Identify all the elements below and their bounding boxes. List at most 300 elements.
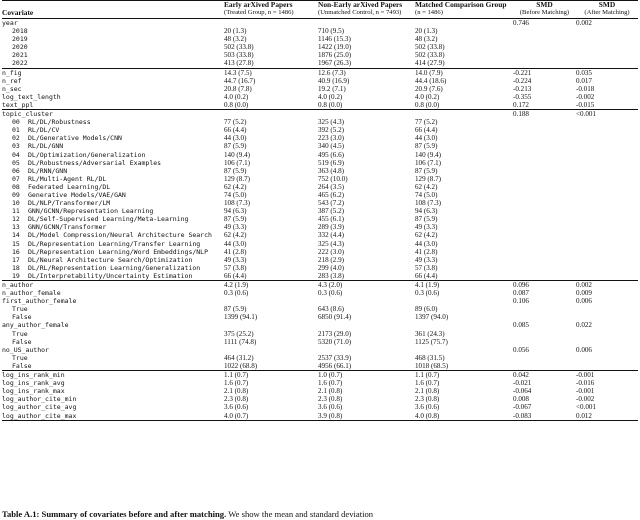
table-row: [2, 85, 638, 93]
covariate-label: topic_cluster: [2, 110, 224, 119]
non-early-value: 363 (4.8): [318, 166, 345, 175]
covariate-label: True: [12, 305, 28, 314]
table-row: [2, 183, 638, 191]
smd-before-value: [513, 330, 576, 338]
topic-label: RL/Multi-Agent RL/DL: [28, 174, 107, 183]
covariate-label: [2, 207, 224, 215]
smd-after-value: 0.009: [576, 289, 592, 298]
early-value: 375 (25.2): [224, 329, 254, 338]
smd-after-value: [576, 354, 638, 362]
smd-after-value: [576, 338, 638, 346]
smd-after-value: <0.001: [576, 110, 638, 119]
table-row: [2, 338, 638, 346]
topic-label: DL/Model Compression/Neural Architecture Search: [28, 231, 212, 240]
early-value: 74 (5.0): [224, 190, 247, 199]
non-early-value: 752 (10.0): [318, 174, 348, 183]
smd-before-value: 0.172: [513, 100, 529, 109]
smd-after-value: [576, 191, 638, 199]
smd-after-value: [576, 167, 638, 175]
table-row: [2, 215, 638, 223]
matched-value: 62 (4.2): [415, 231, 438, 240]
topic-label: DL/Self-Supervised Learning/Meta-Learning: [28, 215, 189, 224]
matched-value: 87 (5.9): [415, 166, 438, 175]
table-row: [2, 77, 638, 85]
table-row: [2, 313, 638, 321]
early-value: 108 (7.3): [224, 199, 251, 208]
smd-after-value: [576, 264, 638, 272]
early-value: 66 (4.4): [224, 126, 247, 135]
table-row: [2, 240, 638, 248]
table-row: [2, 289, 638, 297]
smd-before-value: [513, 240, 576, 248]
matched-value: 74 (5.0): [415, 190, 438, 199]
matched-value: 0.8 (0.0): [415, 100, 440, 109]
topic-label: Generative Models/VAE/GAN: [28, 190, 126, 199]
non-early-value: 387 (5.2): [318, 207, 345, 216]
matched-value: 106 (7.1): [415, 158, 442, 167]
non-early-value: 710 (9.5): [318, 27, 345, 36]
smd-after-value: [576, 51, 638, 59]
table-row: [2, 27, 638, 35]
smd-before-value: 0.056: [513, 345, 529, 354]
covariate-label: first_author_female: [2, 297, 77, 306]
early-value: 106 (7.1): [224, 158, 251, 167]
header-early: Early arXived Papers (Treated Group, n = 1486): [224, 1, 318, 19]
smd-before-value: [513, 338, 576, 346]
non-early-value: 1967 (26.3): [318, 59, 352, 68]
non-early-value: 3.6 (0.6): [318, 403, 343, 412]
covariate-label: [2, 126, 224, 134]
non-early-value: 4956 (66.1): [318, 361, 352, 370]
early-value: 77 (5.2): [224, 118, 247, 127]
topic-code: 07: [12, 174, 20, 183]
topic-label: DL/NLP/Transformer/LM: [28, 199, 111, 208]
smd-after-value: [576, 207, 638, 215]
matched-value: [415, 110, 513, 119]
matched-value: 44 (3.0): [415, 134, 438, 143]
early-value: 502 (33.8): [224, 43, 254, 52]
early-value: 62 (4.2): [224, 182, 247, 191]
non-early-value: 1.0 (0.7): [318, 371, 415, 380]
topic-label: RL/DL/GNN: [28, 142, 64, 151]
non-early-value: [318, 321, 415, 329]
table-row: [2, 93, 638, 101]
topic-code: 12: [12, 215, 20, 224]
early-value: 94 (6.3): [224, 207, 247, 216]
table-row: [2, 19, 638, 28]
non-early-value: 6850 (91.4): [318, 313, 352, 322]
covariate-label: year: [2, 19, 18, 27]
non-early-value: 332 (4.4): [318, 231, 345, 240]
smd-before-value: 0.106: [513, 297, 529, 306]
table-row: [2, 264, 638, 272]
matched-value: 2.3 (0.8): [415, 395, 440, 404]
table-row: [2, 59, 638, 68]
covariate-label: False: [12, 337, 32, 346]
matched-value: 1397 (94.0): [415, 313, 449, 322]
early-value: 1022 (68.8): [224, 361, 258, 370]
smd-before-value: [513, 256, 576, 264]
smd-before-value: [513, 175, 576, 183]
early-value: 503 (33.8): [224, 51, 254, 60]
smd-before-value: -0.224: [513, 76, 532, 85]
smd-after-value: -0.018: [576, 84, 595, 93]
non-early-value: 4.3 (2.0): [318, 281, 415, 290]
covariate-label: [2, 134, 224, 142]
smd-after-value: [576, 183, 638, 191]
smd-before-value: -0.064: [513, 387, 532, 396]
covariate-label: [2, 264, 224, 272]
smd-before-value: -0.083: [513, 412, 576, 421]
matched-value: 129 (8.7): [415, 174, 442, 183]
topic-code: 09: [12, 190, 20, 199]
non-early-value: 455 (6.1): [318, 215, 345, 224]
matched-value: 77 (5.2): [415, 118, 438, 127]
topic-code: 18: [12, 263, 20, 272]
smd-before-value: [513, 27, 576, 35]
matched-value: 140 (9.4): [415, 150, 442, 159]
topic-code: 00: [12, 118, 20, 127]
smd-after-value: [576, 199, 638, 207]
early-value: 413 (27.8): [224, 59, 254, 68]
matched-value: 3.6 (0.6): [415, 403, 440, 412]
covariate-label: [2, 248, 224, 256]
table-row: [2, 126, 638, 134]
matched-value: 2.1 (0.8): [415, 387, 440, 396]
early-value: 44 (3.0): [224, 239, 247, 248]
non-early-value: 0.3 (0.6): [318, 289, 343, 298]
non-early-value: 264 (3.5): [318, 182, 345, 191]
matched-value: 89 (6.0): [415, 305, 438, 314]
smd-after-value: [576, 126, 638, 134]
covariate-label: n_fig: [2, 68, 224, 77]
matched-value: 20 (1.3): [415, 27, 438, 36]
covariate-label: log_ins_rank_min: [2, 371, 224, 380]
smd-after-value: [576, 305, 638, 313]
header-non-early: Non-Early arXived Papers (Unmatched Control, n = 7493): [318, 1, 415, 19]
matched-value: 49 (3.3): [415, 255, 438, 264]
early-value: 1399 (94.1): [224, 313, 258, 322]
topic-code: 01: [12, 126, 20, 135]
smd-before-value: 0.087: [513, 289, 529, 298]
smd-after-value: [576, 43, 638, 51]
smd-after-value: 0.006: [576, 297, 592, 306]
table-row: [2, 68, 638, 77]
non-early-value: 1422 (19.0): [318, 43, 352, 52]
table-row: [2, 175, 638, 183]
early-value: 87 (5.9): [224, 142, 247, 151]
covariate-label: [2, 272, 224, 281]
covariate-label: [2, 231, 224, 239]
early-value: [224, 110, 318, 119]
topic-label: DL/Representation Learning/Word Embeddings/NLP: [28, 247, 209, 256]
topic-label: GNN/GCNN/Transformer: [28, 223, 107, 232]
caption-lead: Table A.1: Summary of covariates before and after matching.: [2, 509, 227, 519]
table-row: [2, 297, 638, 305]
covariate-label: no_US_author: [2, 345, 49, 354]
covariate-label: 2022: [12, 59, 28, 68]
smd-after-value: -0.015: [576, 100, 595, 109]
matched-value: 1125 (75.7): [415, 337, 448, 346]
smd-before-value: [513, 159, 576, 167]
covariate-label: [2, 159, 224, 167]
matched-value: 87 (5.9): [415, 215, 438, 224]
smd-before-value: [513, 313, 576, 321]
matched-value: 87 (5.9): [415, 142, 438, 151]
table-row: [2, 51, 638, 59]
matched-value: 4.0 (0.8): [415, 412, 513, 421]
smd-after-value: [576, 118, 638, 126]
matched-value: 1.6 (0.7): [415, 379, 440, 388]
early-value: 0.8 (0.0): [224, 100, 249, 109]
table-row: [2, 346, 638, 354]
smd-after-value: -0.002: [576, 395, 595, 404]
covariate-label: log_text_length: [2, 92, 61, 101]
smd-before-value: -0.355: [513, 92, 532, 101]
smd-before-value: [513, 231, 576, 239]
covariate-label: [2, 183, 224, 191]
topic-code: 13: [12, 223, 20, 232]
matched-value: 0.3 (0.6): [415, 289, 440, 298]
non-early-value: 1146 (15.3): [318, 35, 351, 44]
non-early-value: [318, 346, 415, 354]
smd-before-value: 0.188: [513, 110, 576, 119]
early-value: 87 (5.9): [224, 166, 247, 175]
matched-value: [415, 346, 513, 354]
matched-value: 502 (33.8): [415, 43, 445, 52]
smd-before-value: -0.221: [513, 68, 576, 77]
table-row: [2, 403, 638, 411]
covariate-balance-table: [2, 0, 638, 421]
smd-after-value: [576, 134, 638, 142]
matched-value: 361 (24.3): [415, 329, 445, 338]
table-row: [2, 118, 638, 126]
non-early-value: 465 (6.2): [318, 190, 345, 199]
matched-value: 502 (33.8): [415, 51, 445, 60]
early-value: 49 (3.3): [224, 255, 247, 264]
covariate-label: 2018: [12, 27, 28, 36]
smd-after-value: [576, 231, 638, 239]
smd-before-value: [513, 151, 576, 159]
covariate-label: n_author_female: [2, 289, 61, 298]
smd-after-value: 0.012: [576, 412, 638, 421]
table-row: [2, 223, 638, 231]
covariate-label: n_ref: [2, 76, 22, 85]
covariate-label: 2020: [12, 43, 28, 52]
smd-before-value: [513, 126, 576, 134]
covariate-label: log_ins_rank_max: [2, 387, 65, 396]
smd-after-value: [576, 35, 638, 43]
topic-label: RL/DL/Robustness: [28, 118, 91, 127]
smd-after-value: 0.035: [576, 68, 638, 77]
table-row: [2, 101, 638, 110]
matched-value: 62 (4.2): [415, 182, 438, 191]
non-early-value: 218 (2.9): [318, 255, 345, 264]
non-early-value: 2.1 (0.8): [318, 387, 343, 396]
early-value: 1.6 (0.7): [224, 379, 249, 388]
table-row: [2, 330, 638, 338]
smd-after-value: [576, 256, 638, 264]
matched-value: [415, 297, 513, 305]
smd-before-value: [513, 59, 576, 68]
topic-code: 08: [12, 182, 20, 191]
matched-value: 14.0 (7.9): [415, 68, 513, 77]
smd-after-value: [576, 27, 638, 35]
non-early-value: 4.0 (0.2): [318, 92, 343, 101]
early-value: [224, 321, 318, 329]
smd-after-value: [576, 240, 638, 248]
table-row: [2, 167, 638, 175]
non-early-value: 643 (8.6): [318, 305, 345, 314]
early-value: 62 (4.2): [224, 231, 247, 240]
covariate-label: [2, 240, 224, 248]
smd-after-value: [576, 175, 638, 183]
early-value: [224, 19, 318, 28]
smd-after-value: -0.001: [576, 387, 595, 396]
covariate-label: [2, 223, 224, 231]
smd-before-value: [513, 142, 576, 150]
early-value: 129 (8.7): [224, 174, 251, 183]
topic-code: 19: [12, 271, 20, 280]
early-value: 41 (2.8): [224, 247, 247, 256]
matched-value: 1018 (68.5): [415, 361, 449, 370]
covariate-label: [2, 151, 224, 159]
smd-before-value: [513, 354, 576, 362]
covariate-label: [2, 167, 224, 175]
smd-after-value: [576, 59, 638, 68]
matched-value: [415, 321, 513, 329]
table-row: [2, 281, 638, 290]
early-value: 2.1 (0.8): [224, 387, 249, 396]
non-early-value: [318, 297, 415, 305]
table-row: [2, 305, 638, 313]
smd-after-value: 0.002: [576, 281, 638, 290]
table-row: [2, 362, 638, 371]
smd-before-value: [513, 134, 576, 142]
early-value: 0.3 (0.6): [224, 289, 249, 298]
non-early-value: 325 (4.3): [318, 239, 345, 248]
covariate-label: [2, 215, 224, 223]
smd-after-value: -0.002: [576, 92, 595, 101]
smd-before-value: [513, 362, 576, 371]
table-row: [2, 379, 638, 387]
smd-after-value: 0.002: [576, 19, 592, 27]
smd-before-value: 0.008: [513, 395, 529, 404]
smd-before-value: [513, 167, 576, 175]
non-early-value: 1.6 (0.7): [318, 379, 343, 388]
table-row: [2, 151, 638, 159]
early-value: 4.0 (0.7): [224, 412, 318, 421]
non-early-value: 3.9 (0.8): [318, 412, 415, 421]
non-early-value: [318, 110, 415, 119]
non-early-value: 2537 (33.9): [318, 353, 352, 362]
non-early-value: 222 (3.0): [318, 247, 345, 256]
non-early-value: 19.2 (7.1): [318, 84, 346, 93]
matched-value: 66 (4.4): [415, 271, 438, 280]
smd-before-value: [513, 183, 576, 191]
matched-value: 4.0 (0.2): [415, 92, 440, 101]
covariate-label: False: [12, 313, 32, 322]
early-value: 1.1 (0.7): [224, 371, 318, 380]
covariate-label: n_sec: [2, 84, 22, 93]
covariate-label: n_author: [2, 281, 224, 290]
topic-label: DL/Generative Models/CNN: [28, 134, 122, 143]
smd-before-value: -0.213: [513, 84, 532, 93]
topic-label: DL/Optimization/Generalization: [28, 150, 146, 159]
early-value: 20.8 (7.8): [224, 84, 252, 93]
topic-code: 17: [12, 255, 20, 264]
topic-label: RL/DL/CV: [28, 126, 60, 135]
topic-label: DL/Representation Learning/Transfer Learning: [28, 239, 201, 248]
topic-code: 16: [12, 247, 20, 256]
topic-label: DL/Interpretability/Uncertainty Estimation: [28, 271, 193, 280]
smd-after-value: [576, 215, 638, 223]
smd-before-value: [513, 43, 576, 51]
early-value: 87 (5.9): [224, 305, 247, 314]
covariate-label: True: [12, 329, 28, 338]
covariate-label: True: [12, 353, 28, 362]
smd-after-value: [576, 362, 638, 371]
table-row: [2, 256, 638, 264]
smd-before-value: -0.021: [513, 379, 532, 388]
covariate-label: 2019: [12, 35, 28, 44]
table-caption: [2, 509, 638, 520]
early-value: 48 (3.2): [224, 35, 247, 44]
covariate-label: [2, 175, 224, 183]
topic-label: DL/Robustness/Adversarial Examples: [28, 158, 162, 167]
table-row: [2, 207, 638, 215]
smd-before-value: [513, 223, 576, 231]
non-early-value: 325 (4.3): [318, 118, 345, 127]
table-row: [2, 231, 638, 239]
covariate-label: [2, 256, 224, 264]
early-value: 4.2 (1.9): [224, 281, 318, 290]
smd-after-value: [576, 313, 638, 321]
covariate-label: [2, 142, 224, 150]
topic-code: 04: [12, 150, 20, 159]
non-early-value: 12.6 (7.3): [318, 68, 415, 77]
matched-value: 44.4 (18.6): [415, 76, 447, 85]
smd-after-value: -0.016: [576, 379, 595, 388]
smd-before-value: [513, 118, 576, 126]
covariate-label: False: [12, 361, 32, 370]
topic-label: DL/RNN/GNN: [28, 166, 68, 175]
matched-value: 41 (2.8): [415, 247, 438, 256]
table-row: [2, 159, 638, 167]
caption-rest: We show the mean and standard deviation: [226, 509, 374, 519]
early-value: 87 (5.9): [224, 215, 247, 224]
smd-after-value: -0.001: [576, 371, 638, 380]
smd-before-value: 0.085: [513, 321, 529, 330]
early-value: 1111 (74.8): [224, 337, 257, 346]
header-smd-before: SMD (Before Matching): [513, 1, 576, 19]
covariate-label: [2, 199, 224, 207]
topic-code: 05: [12, 158, 20, 167]
table-row: [2, 43, 638, 51]
smd-after-value: [576, 151, 638, 159]
non-early-value: 283 (3.8): [318, 271, 345, 280]
matched-value: 1.1 (0.7): [415, 371, 513, 380]
matched-value: 4.1 (1.9): [415, 281, 513, 290]
early-value: 49 (3.3): [224, 223, 247, 232]
early-value: 44 (3.0): [224, 134, 247, 143]
covariate-label: log_author_cite_min: [2, 395, 77, 404]
topic-code: 15: [12, 239, 20, 248]
table-header-row: [2, 1, 638, 19]
non-early-value: 2.3 (0.8): [318, 395, 343, 404]
table-row: [2, 272, 638, 281]
topic-label: DL/Neural Architecture Search/Optimization: [28, 255, 193, 264]
